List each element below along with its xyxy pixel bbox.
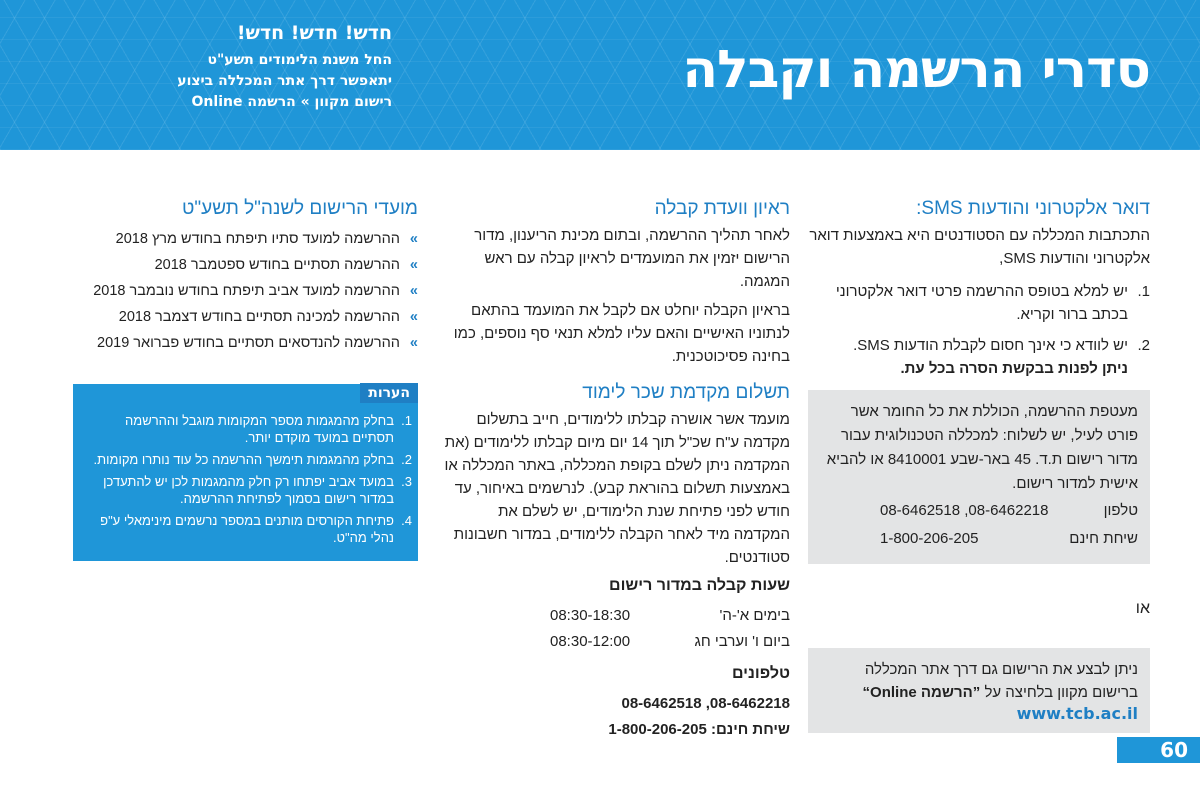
header-banner (0, 0, 1200, 150)
mailing-box (808, 390, 1150, 564)
list-item: 2. יש לוודא כי אינך חסום לקבלת הודעות SMS. ניתן לפנות בבקשת הסרה בכל עת. (853, 337, 1150, 377)
interview-heading: ראיון וועדת קבלה (654, 198, 790, 219)
hours-row: בימים א'-ה' 08:30-18:30 (550, 607, 790, 624)
online-box: ניתן לבצע את הרישום גם דרך אתר המכללה ברישום מקוון בלחיצה על ”הרשמה Online“ www.tcb.ac.il (808, 648, 1150, 733)
news-line: רישום מקוון » הרשמה Online (191, 94, 392, 110)
list-item: 1. יש למלא בטופס ההרשמה פרטי דואר אלקטרוני בכתב ברור וקריא. (835, 283, 1150, 323)
arrow-icon: » (409, 283, 418, 299)
dates-list (73, 226, 418, 356)
arrow-icon: » (409, 335, 418, 351)
list-item: » ההרשמה למועד אביב תיפתח בחודש נובמבר 2018 (73, 278, 418, 304)
phone-value: 08-6462518 ,08-6462218 (880, 502, 1049, 519)
arrow-icon: » (409, 309, 418, 325)
news-line: יתאפשר דרך אתר המכללה ביצוע (177, 73, 392, 89)
free-call-row: שיחת חינם 1-800-206-205 (820, 526, 1138, 552)
email-sms-list (808, 280, 1150, 380)
or-label: או (1135, 600, 1150, 617)
removal-note: ניתן לפנות בבקשת הסרה בכל עת. (900, 360, 1128, 377)
interview-para: בראיון הקבלה יוחלט אם לקבל את המועמד בהתאם לנתוניו האישיים והאם עליו למלא תנאי סף נוספים, כמו בחינה פסיכוטכנית. (453, 302, 790, 365)
hours-row: ביום ו' וערבי חג 08:30-12:00 (550, 633, 790, 650)
news-heading: חדש! חדש! חדש! (236, 22, 392, 44)
notes-box (73, 384, 418, 561)
page-title: סדרי הרשמה וקבלה (682, 40, 1150, 100)
phones-line: 08-6462518 ,08-6462218 (621, 695, 790, 712)
hours-table (438, 603, 790, 655)
tuition-para: מועמד אשר אושרה קבלתו ללימודים, חייב בתשלום מקדמה ע"ח שכ"ל תוך 14 יום מיום קבלתו ללימודים (את המקדמה ניתן לשלם בקופת המכללה, באתר המכללה או באמצעות תשלום בהוראת קבע). לנרשמים באיחור, עד חודש לפני פתיחת שנת הלימודים, יש לשלם את המקדמה מיד לאחר הקבלה ללימודים, במדור חשבונות סטודנטים. (444, 411, 790, 566)
notes-list (81, 412, 412, 546)
list-item: » ההרשמה להנדסאים תסתיים בחודש פברואר 2019 (73, 330, 418, 356)
arrow-icon: » (409, 257, 418, 273)
news-box (100, 22, 392, 113)
registration-dates-heading: מועדי הרישום לשנה"ל תשע"ט (182, 198, 418, 219)
online-link-label: ”הרשמה Online“ (862, 684, 981, 701)
tuition-heading: תשלום מקדמת שכר לימוד (582, 382, 790, 403)
free-call-line: שיחת חינם: 1-800-206-205 (608, 721, 790, 738)
right-column (808, 198, 1150, 733)
left-column (73, 198, 418, 356)
website-link[interactable]: www.tcb.ac.il (1016, 704, 1138, 723)
phone-row: טלפון 08-6462518 ,08-6462218 (820, 498, 1138, 524)
list-item: » ההרשמה למועד סתיו תיפתח בחודש מרץ 2018 (73, 226, 418, 252)
list-item: » ההרשמה תסתיים בחודש ספטמבר 2018 (73, 252, 418, 278)
list-item: 2. בחלק מהמגמות תימשך ההרשמה כל עוד נותרו מקומות. (93, 452, 412, 467)
news-line: החל משנת הלימודים תשע"ט (207, 52, 392, 68)
list-item: 3. במועד אביב יפתחו רק חלק מהמגמות לכן יש להתעדכן במדור רישום בסמוך לפתיחת ההרשמה. (103, 474, 412, 506)
notes-tag: הערות (360, 383, 418, 403)
mailing-text: מעטפת ההרשמה, הכוללת את כל החומר אשר פורט לעיל, יש לשלוח: למכללה הטכנולוגית עבור מדור רישום ת.ד. 45 באר-שבע 8410001 או להביא אישית למדור רישום. (826, 403, 1138, 492)
arrow-icon: » (409, 231, 418, 247)
list-item: » ההרשמה למכינה תסתיים בחודש דצמבר 2018 (73, 304, 418, 330)
phones-heading: טלפונים (731, 665, 790, 682)
list-item: 4. פתיחת הקורסים מותנים במספר נרשמים מינימאלי ע"פ נהלי מה"ט. (100, 513, 412, 545)
online-text: ניתן לבצע את הרישום גם דרך אתר המכללה (864, 661, 1138, 678)
email-sms-heading: דואר אלקטרוני והודעות SMS: (916, 198, 1150, 219)
list-item: 1. בחלק מהמגמות מספר המקומות מוגבל וההרשמה תסתיים במועד מוקדם יותר. (125, 413, 412, 445)
free-call-value: 1-800-206-205 (880, 530, 979, 547)
page-number: 60 (1117, 737, 1200, 763)
email-sms-intro: התכתבות המכללה עם הסטודנטים היא באמצעות דואר אלקטרוני והודעות SMS, (809, 227, 1150, 267)
interview-para: לאחר תהליך ההרשמה, ובתום מכינת הריענון, מדור הרישום יזמין את המועמדים לראיון קבלה עם ראש המגמה. (474, 227, 790, 290)
middle-column (438, 198, 790, 743)
hours-heading: שעות קבלה במדור רישום (609, 577, 790, 594)
